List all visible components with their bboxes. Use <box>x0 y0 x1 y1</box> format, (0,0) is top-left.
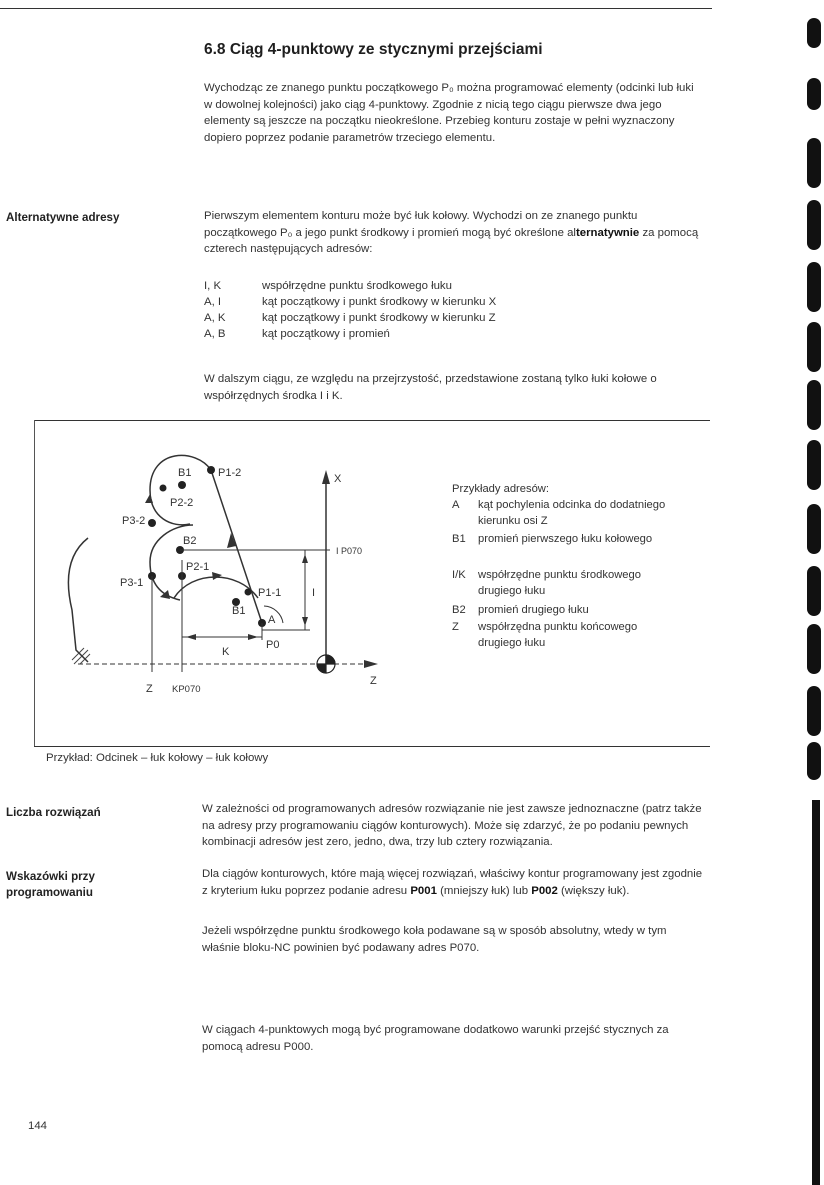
address-row <box>204 279 704 295</box>
hints-p1-code-2: P002 <box>531 884 558 897</box>
label-b2: B2 <box>183 535 197 547</box>
label-p0: P0 <box>266 639 280 651</box>
label-p22: P2-2 <box>170 497 194 509</box>
label-kp070: KP070 <box>172 684 201 695</box>
point-p22 <box>160 485 167 492</box>
figure-top-rule <box>34 420 710 421</box>
origin-symbol <box>317 655 335 673</box>
top-loop-arc <box>150 455 211 524</box>
hints-paragraph-2: Jeżeli współrzędne punktu środkowego koła podawane są w sposób absolutny, wtedy w tym właśnie bloku-NC powinien być podawany adres P070. <box>202 925 667 954</box>
alt-addresses-label: Alternatywne adresy <box>6 211 120 224</box>
label-p21: P2-1 <box>186 561 210 573</box>
legend-value: współrzędne punktu środkowego drugiego łuku <box>478 569 641 597</box>
solutions-paragraph: W zależności od programowanych adresów rozwiązanie nie jest zawsze jednoznaczne (patrz także na adresy przy programowaniu ciągów konturowych). Może się zdarzyć, że po podaniu pewnych kombinacji adresów jest zero, jedno, dwa, trzy lub cztery rozwiązania. <box>202 803 702 849</box>
legend-key: B1 <box>452 533 466 545</box>
label-z-bottom: Z <box>146 683 153 695</box>
address-row <box>204 311 704 327</box>
section-title: 6.8 Ciąg 4-punktowy ze stycznymi przejściami <box>204 41 543 58</box>
address-value: kąt początkowy i punkt środkowy w kierunku Z <box>262 312 496 324</box>
label-z: Z <box>370 675 377 687</box>
address-key: A, K <box>204 312 226 324</box>
solutions-label: Liczba rozwiązań <box>6 806 101 819</box>
x-axis-arrow <box>322 470 330 484</box>
lower-arrow <box>212 572 222 580</box>
hints-label-line-1: Wskazówki przy <box>6 870 95 883</box>
point-p12 <box>207 466 215 474</box>
alt-addresses-paragraph <box>204 208 706 258</box>
binding-mark <box>807 566 821 616</box>
label-i: I <box>312 587 316 599</box>
label-p12: P1-2 <box>218 467 242 479</box>
alt-addresses-note: W dalszym ciągu, ze względu na przejrzystość, przedstawione zostaną tylko łuki kołowe o współrzędnych środka I i K. <box>204 373 657 402</box>
legend-key: B2 <box>452 604 466 616</box>
hints-paragraph-3: W ciągach 4-punktowych mogą być programowane dodatkowo warunki przejść stycznych za pomocą adresu P000. <box>202 1024 669 1053</box>
label-k: K <box>222 646 230 658</box>
label-p32: P3-2 <box>122 515 146 527</box>
z-axis-arrow <box>364 660 378 668</box>
binding-strip <box>812 800 820 1185</box>
label-p070: I P070 <box>336 546 363 556</box>
address-key: A, I <box>204 296 222 308</box>
legend-value: współrzędna punktu końcowego drugiego łuku <box>478 621 638 649</box>
legend-value: kąt pochylenia odcinka do dodatniego kierunku osi Z <box>478 499 666 527</box>
label-p11: P1-1 <box>258 587 282 599</box>
top-rule <box>0 8 712 9</box>
point-b1-center <box>178 481 186 489</box>
hints-p1-a: Dla ciągów konturowych, które mają więcej rozwiązań, właściwy kontur programowany jest zgodnie z kryterium łuku poprzez podanie adresu <box>202 868 703 897</box>
binding-mark <box>807 686 821 736</box>
address-key: A, B <box>204 328 226 340</box>
legend-key: Z <box>452 621 459 633</box>
legend-key: I/K <box>452 569 466 581</box>
legend-title: Przykłady adresów: <box>452 483 549 495</box>
label-b1-lower: B1 <box>232 605 246 617</box>
hints-p1-b: (mniejszy łuk) lub <box>436 884 532 897</box>
address-value: kąt początkowy i punkt środkowy w kierunku X <box>262 296 497 308</box>
address-row <box>204 327 704 343</box>
binding-mark <box>807 380 821 430</box>
address-value: współrzędne punktu środkowego łuku <box>262 280 452 292</box>
intro-paragraph: Wychodząc ze znanego punktu początkowego P₀ można programować elementy (odcinki lub łuki w dowolnej kolejności) jako ciąg 4-punktowy. Zgodnie z nicią tego ciągu pierwsze dwa jego elementy są jeszcze na początku nieokreślone. Przebieg konturu zostaje w pełni wyznaczony dopiero poprzez podanie parametrów trzeciego elementu. <box>204 82 694 144</box>
figure-caption: Przykład: Odcinek – łuk kołowy – łuk kołowy <box>46 752 269 764</box>
binding-mark <box>807 322 821 372</box>
figure-left-rule <box>34 420 35 746</box>
label-b1-top: B1 <box>178 467 192 479</box>
address-key: I, K <box>204 280 222 292</box>
hints-paragraph-1 <box>202 866 708 899</box>
binding-mark <box>807 200 821 250</box>
hints-label-line-2: programowaniu <box>6 886 93 899</box>
figure-legend <box>452 498 702 658</box>
label-p31: P3-1 <box>120 577 144 589</box>
binding-mark <box>807 504 821 554</box>
alt-addresses-text-a: Pierwszym elementem konturu może być łuk kołowy. Wychodzi on ze znanego punktu początkowego P₀ a jego punkt środkowy i promień mogą być określone al <box>204 210 638 239</box>
binding-mark <box>807 742 821 780</box>
point-p32 <box>148 519 156 527</box>
hints-p1-code-1: P001 <box>410 884 437 897</box>
binding-mark <box>807 138 821 188</box>
workpiece-outline <box>68 538 88 662</box>
address-row <box>204 295 704 311</box>
label-a: A <box>268 614 276 626</box>
binding-mark <box>807 440 821 490</box>
legend-key: A <box>452 499 460 511</box>
alt-addresses-text-b: za pomocą czterech następujących adresów: <box>204 226 699 256</box>
hints-p1-c: (większy łuk). <box>557 884 630 897</box>
contour-diagram <box>50 440 400 705</box>
binding-mark <box>807 78 821 110</box>
address-table <box>204 279 704 345</box>
address-value: kąt początkowy i promień <box>262 328 390 340</box>
legend-value: promień drugiego łuku <box>478 604 589 616</box>
point-p11 <box>245 589 252 596</box>
top-arrow <box>145 494 153 503</box>
label-x: X <box>334 473 342 485</box>
page-number: 144 <box>28 1120 48 1132</box>
legend-value: promień pierwszego łuku kołowego <box>478 533 653 545</box>
binding-mark <box>807 624 821 674</box>
alt-addresses-text-bold: ternatywnie <box>575 226 640 239</box>
figure-bottom-rule <box>34 746 710 747</box>
lower-arc <box>174 577 258 598</box>
binding-mark <box>807 262 821 312</box>
hints-label <box>6 869 95 901</box>
binding-mark <box>807 18 821 48</box>
